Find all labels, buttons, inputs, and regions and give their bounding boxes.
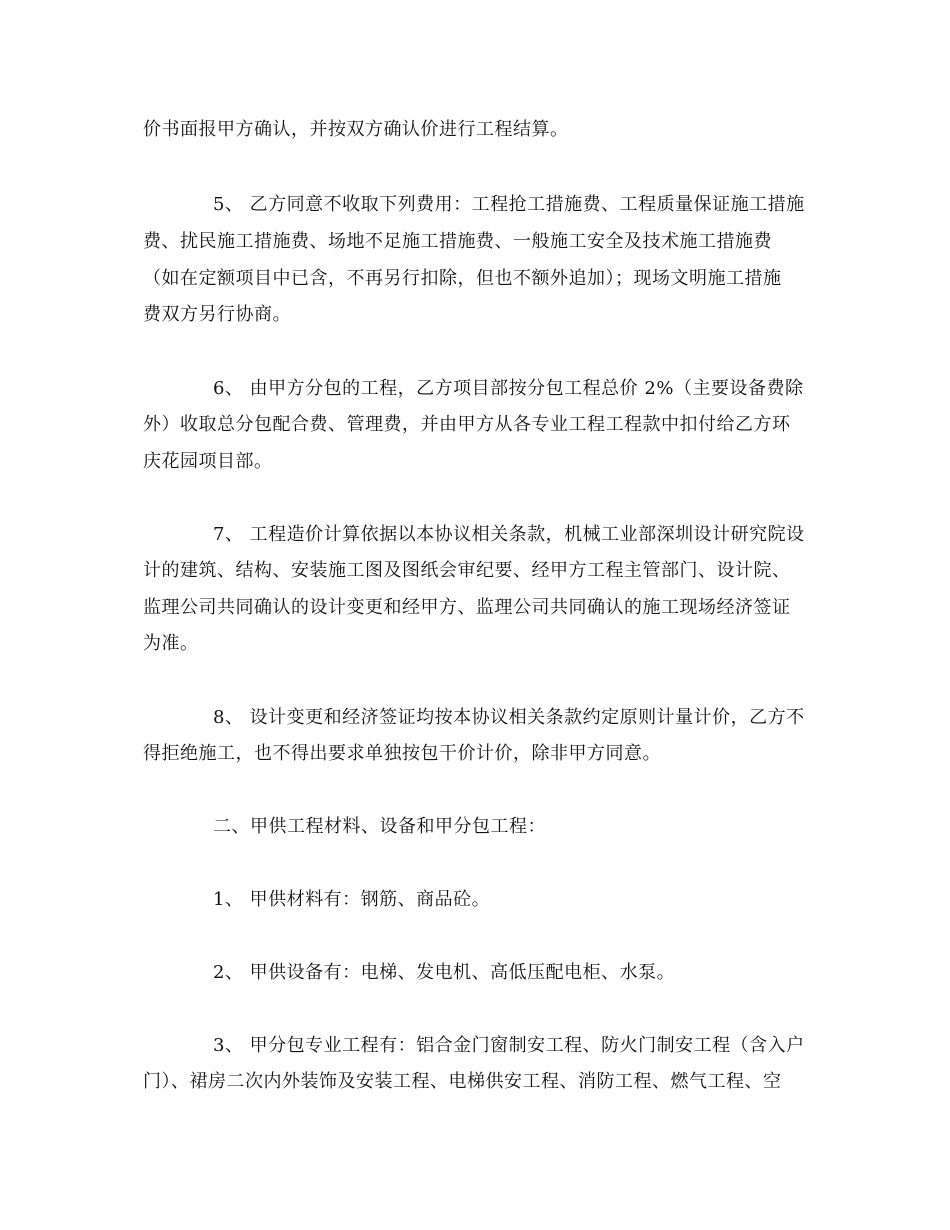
item-8-line-1: 8、 设计变更和经济签证均按本协议相关条款约定原则计量计价，乙方不 <box>213 707 805 728</box>
item-7-line-4: 为准。 <box>143 633 199 654</box>
item-6-line-2: 外）收取总分包配合费、管理费，并由甲方从各专业工程工程款中扣付给乙方环 <box>143 414 791 435</box>
sub-item-2: 2、 甲供设备有：电梯、发电机、高低压配电柜、水泵。 <box>213 962 676 983</box>
item-8-line-2: 得拒绝施工，也不得出要求单独按包干价计价，除非甲方同意。 <box>143 743 661 764</box>
sub-item-1: 1、 甲供材料有：钢筋、商品砼。 <box>213 889 491 910</box>
item-7-line-2: 计的建筑、结构、安装施工图及图纸会审纪要、经甲方工程主管部门、设计院、 <box>143 560 791 581</box>
item-5-line-2: 费、扰民施工措施费、场地不足施工措施费、一般施工安全及技术施工措施费 <box>143 231 772 252</box>
sub-item-3-line-1: 3、 甲分包专业工程有：铝合金门窗制安工程、防火门制安工程（含入户 <box>213 1035 805 1056</box>
item-6-line-1: 6、 由甲方分包的工程，乙方项目部按分包工程总价 2%（主要设备费除 <box>213 378 804 399</box>
sub-item-3-line-2: 门）、裙房二次内外装饰及安装工程、电梯供安工程、消防工程、燃气工程、空 <box>143 1071 782 1092</box>
item-6-line-3: 庆花园项目部。 <box>143 451 273 472</box>
item-5-line-4: 费双方另行协商。 <box>143 304 291 325</box>
item-5-line-3: （如在定额项目中已含，不再另行扣除，但也不额外追加）；现场文明施工措施 <box>143 268 782 289</box>
item-5-line-1: 5、 乙方同意不收取下列费用：工程抢工措施费、工程质量保证施工措施 <box>213 194 805 215</box>
item-7-line-3: 监理公司共同确认的设计变更和经甲方、监理公司共同确认的施工现场经济签证 <box>143 597 791 618</box>
paragraph-continuation-line-1: 价书面报甲方确认，并按双方确认价进行工程结算。 <box>143 119 569 140</box>
item-7-line-1: 7、 工程造价计算依据以本协议相关条款，机械工业部深圳设计研究院设 <box>213 524 805 545</box>
section-2-heading: 二、甲供工程材料、设备和甲分包工程： <box>213 816 546 837</box>
